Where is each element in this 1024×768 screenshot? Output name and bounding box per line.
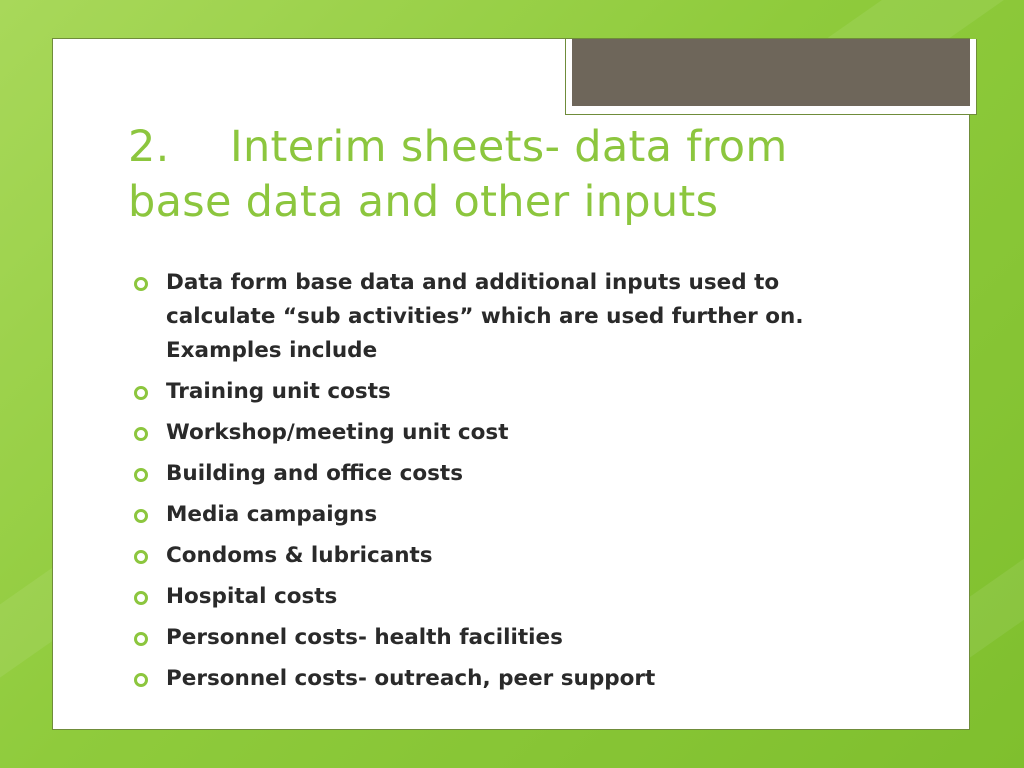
header-accent-fill xyxy=(572,39,970,106)
header-accent-box xyxy=(565,39,977,115)
bullet-text: Hospital costs xyxy=(166,584,338,609)
bullet-item xyxy=(132,266,872,368)
bullet-item xyxy=(132,375,872,409)
bullet-circle-icon xyxy=(134,468,148,482)
bullet-circle-icon xyxy=(134,386,148,400)
bullet-text: Personnel costs- health facilities xyxy=(166,625,563,650)
bullet-item xyxy=(132,457,872,491)
bullet-text: Training unit costs xyxy=(166,379,391,404)
bullet-circle-icon xyxy=(134,427,148,441)
bullet-text: Building and office costs xyxy=(166,461,464,486)
bullet-item xyxy=(132,621,872,655)
bullet-text: Workshop/meeting unit cost xyxy=(166,420,509,445)
bullet-text: Condoms & lubricants xyxy=(166,543,433,568)
title-number: 2. xyxy=(128,122,170,172)
bullet-circle-icon xyxy=(134,550,148,564)
bullet-text: Data form base data and additional inputs used to calculate “sub activities” which are used further on. Examples include xyxy=(166,270,804,363)
bullet-text: Personnel costs- outreach, peer support xyxy=(166,666,656,691)
title-line-1: Interim sheets- data from xyxy=(230,122,788,172)
bullet-text: Media campaigns xyxy=(166,502,378,527)
slide-title xyxy=(128,120,888,230)
bullet-circle-icon xyxy=(134,673,148,687)
bullet-item xyxy=(132,498,872,532)
bullet-circle-icon xyxy=(134,509,148,523)
bullet-circle-icon xyxy=(134,632,148,646)
bullet-item xyxy=(132,662,872,696)
bullet-item xyxy=(132,580,872,614)
bullet-circle-icon xyxy=(134,277,148,291)
bullet-item xyxy=(132,416,872,450)
title-line-2: base data and other inputs xyxy=(128,177,719,227)
bullet-circle-icon xyxy=(134,591,148,605)
bullet-item xyxy=(132,539,872,573)
bullet-list xyxy=(132,266,872,703)
